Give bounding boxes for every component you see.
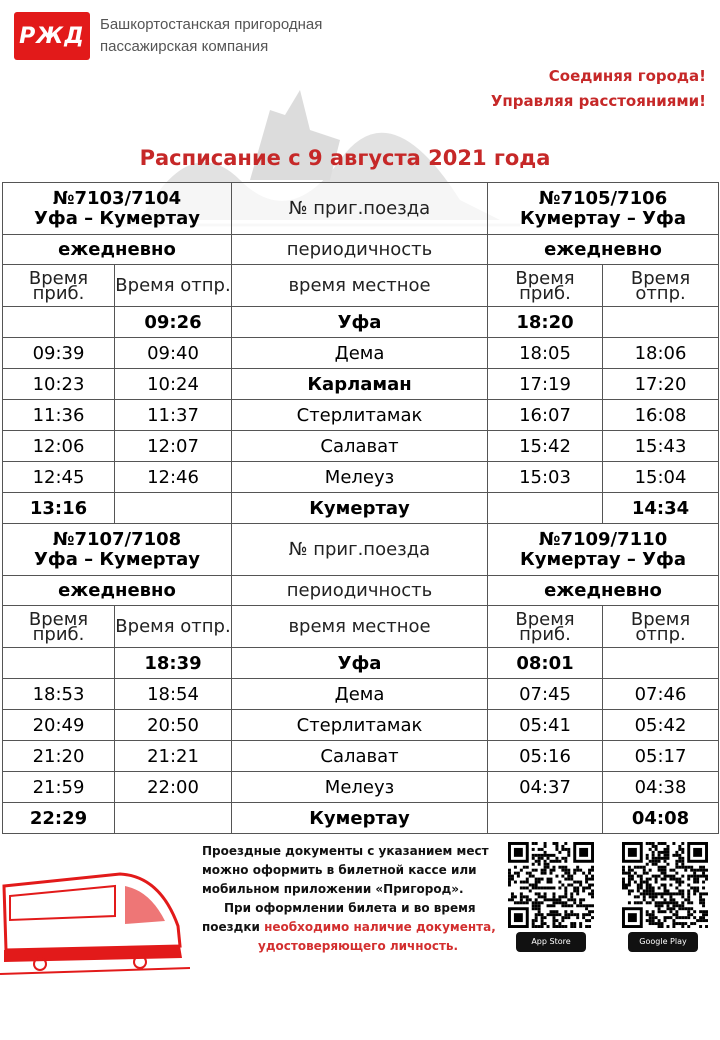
appstore-badge[interactable]: App Store (516, 932, 586, 952)
right-departure-time: 15:04 (603, 462, 719, 493)
right-departure-time: 04:38 (603, 772, 719, 803)
page-footer (0, 836, 720, 1040)
left-departure-time: 21:21 (115, 741, 232, 772)
station-name: Кумертау (232, 493, 488, 524)
info-line-1: Проездные документы с указанием мест (202, 844, 489, 858)
right-arrival-time: 05:41 (488, 710, 603, 741)
label-line-1: Время (630, 608, 691, 630)
right-arrival-label (488, 265, 603, 307)
left-train-number (3, 524, 232, 576)
right-arrival-time: 18:20 (488, 307, 603, 338)
right-arrival-time (488, 803, 603, 834)
label-line-1: Время (28, 608, 89, 630)
appstore-qr-code[interactable] (508, 842, 594, 928)
right-periodicity: ежедневно (488, 235, 719, 265)
station-name: Дема (232, 338, 488, 369)
left-periodicity: ежедневно (3, 576, 232, 606)
info-line-6: удостоверяющего личность. (258, 939, 459, 953)
table-row (3, 338, 719, 369)
right-arrival-time: 16:07 (488, 400, 603, 431)
label-line-1: №7109/7110 (538, 528, 668, 550)
label-line-1: №7103/7104 (52, 187, 182, 209)
left-arrival-label (3, 606, 115, 648)
label-line-2: приб. (519, 623, 571, 645)
right-arrival-time: 07:45 (488, 679, 603, 710)
left-departure-time: 20:50 (115, 710, 232, 741)
train-header-row (3, 183, 719, 235)
train-number-label: № приг.поезда (232, 183, 488, 235)
table-row (3, 772, 719, 803)
left-arrival-time: 21:20 (3, 741, 115, 772)
station-name: Салават (232, 741, 488, 772)
right-departure-time: 05:42 (603, 710, 719, 741)
train-illustration (0, 846, 190, 986)
station-name: Салават (232, 431, 488, 462)
left-arrival-time (3, 307, 115, 338)
table-row (3, 493, 719, 524)
train-header-row (3, 524, 719, 576)
right-departure-time: 14:34 (603, 493, 719, 524)
table-row (3, 307, 719, 338)
left-arrival-time: 09:39 (3, 338, 115, 369)
periodicity-row (3, 235, 719, 265)
station-name: Уфа (232, 307, 488, 338)
left-arrival-time: 21:59 (3, 772, 115, 803)
left-departure-time: 22:00 (115, 772, 232, 803)
left-departure-time (115, 493, 232, 524)
ticket-info (202, 842, 504, 956)
station-name: Дема (232, 679, 488, 710)
label-line-2: отпр. (635, 623, 686, 645)
right-departure-time (603, 307, 719, 338)
local-time-label: время местное (232, 606, 488, 648)
info-line-4: При оформлении билета и во время (224, 901, 476, 915)
station-name: Уфа (232, 648, 488, 679)
left-departure-time (115, 803, 232, 834)
page-header (0, 0, 720, 180)
station-name: Кумертау (232, 803, 488, 834)
right-departure-time: 07:46 (603, 679, 719, 710)
right-arrival-time: 04:37 (488, 772, 603, 803)
local-time-label: время местное (232, 265, 488, 307)
station-name: Карламан (232, 369, 488, 400)
right-departure-time: 18:06 (603, 338, 719, 369)
info-line-5 (202, 918, 504, 937)
label-line-2: приб. (519, 282, 571, 304)
label-line-1: №7105/7106 (538, 187, 668, 209)
time-labels-row (3, 606, 719, 648)
periodicity-label: периодичность (232, 235, 488, 265)
left-departure-time: 09:26 (115, 307, 232, 338)
label-line-1: Время (28, 267, 89, 289)
right-arrival-label (488, 606, 603, 648)
left-arrival-time: 12:06 (3, 431, 115, 462)
right-arrival-time: 05:16 (488, 741, 603, 772)
table-row (3, 431, 719, 462)
label-line-2: приб. (32, 623, 85, 645)
left-arrival-time (3, 648, 115, 679)
info-line-3: мобильном приложении «Пригород». (202, 882, 464, 896)
label-line-2: Кумертау – Уфа (520, 207, 687, 229)
label-line-2: приб. (32, 282, 85, 304)
right-departure-label (603, 606, 719, 648)
schedule-title: Расписание с 9 августа 2021 года (139, 146, 551, 170)
left-arrival-time: 20:49 (3, 710, 115, 741)
label-line-1: №7107/7108 (52, 528, 182, 550)
table-row (3, 803, 719, 834)
info-line-5-prefix: поездки (202, 920, 265, 934)
label-line-2: отпр. (635, 282, 686, 304)
label-line-2: Кумертау – Уфа (520, 548, 687, 570)
label-line-2: Уфа – Кумертау (34, 207, 200, 229)
slogan (491, 64, 706, 114)
left-departure-time: 09:40 (115, 338, 232, 369)
label-line-1: Время (630, 267, 691, 289)
periodicity-label: периодичность (232, 576, 488, 606)
right-departure-time: 15:43 (603, 431, 719, 462)
left-departure-time: 10:24 (115, 369, 232, 400)
right-departure-time (603, 648, 719, 679)
table-row (3, 741, 719, 772)
time-labels-row (3, 265, 719, 307)
left-arrival-time: 11:36 (3, 400, 115, 431)
table-row (3, 679, 719, 710)
info-line-5-red: необходимо наличие документа, (264, 920, 496, 934)
right-departure-time: 04:08 (603, 803, 719, 834)
table-row (3, 710, 719, 741)
logo-text: РЖД (19, 23, 85, 49)
right-arrival-time: 17:19 (488, 369, 603, 400)
label-line-1: Время (515, 608, 575, 630)
left-arrival-time: 18:53 (3, 679, 115, 710)
left-arrival-label (3, 265, 115, 307)
left-arrival-time: 12:45 (3, 462, 115, 493)
left-departure-time: 18:54 (115, 679, 232, 710)
left-arrival-time: 10:23 (3, 369, 115, 400)
table-row (3, 400, 719, 431)
table-row (3, 462, 719, 493)
right-arrival-time (488, 493, 603, 524)
station-name: Мелеуз (232, 462, 488, 493)
left-departure-time: 12:07 (115, 431, 232, 462)
info-line-2: можно оформить в билетной кассе или (202, 863, 477, 877)
rzd-logo (14, 12, 90, 60)
table-row (3, 369, 719, 400)
left-departure-time: 11:37 (115, 400, 232, 431)
left-departure-time: 12:46 (115, 462, 232, 493)
station-name: Мелеуз (232, 772, 488, 803)
station-name: Стерлитамак (232, 710, 488, 741)
right-departure-label (603, 265, 719, 307)
right-periodicity: ежедневно (488, 576, 719, 606)
left-periodicity: ежедневно (3, 235, 232, 265)
googleplay-badge[interactable]: Google Play (628, 932, 698, 952)
company-name (100, 14, 322, 58)
right-train-number (488, 183, 719, 235)
right-arrival-time: 08:01 (488, 648, 603, 679)
label-line-2: Уфа – Кумертау (34, 548, 200, 570)
left-arrival-time: 13:16 (3, 493, 115, 524)
right-arrival-time: 18:05 (488, 338, 603, 369)
right-departure-time: 17:20 (603, 369, 719, 400)
left-departure-label: Время отпр. (115, 265, 232, 307)
slogan-line-2: Управляя расстояниями! (490, 92, 706, 110)
left-departure-label: Время отпр. (115, 606, 232, 648)
train-number-label: № приг.поезда (232, 524, 488, 576)
right-departure-time: 16:08 (603, 400, 719, 431)
label-line-1: Время (515, 267, 575, 289)
left-departure-time: 18:39 (115, 648, 232, 679)
table-row (3, 648, 719, 679)
schedule-table (2, 182, 719, 834)
right-train-number (488, 524, 719, 576)
company-line-2: пассажирская компания (100, 38, 269, 55)
right-arrival-time: 15:03 (488, 462, 603, 493)
right-arrival-time: 15:42 (488, 431, 603, 462)
station-name: Стерлитамак (232, 400, 488, 431)
periodicity-row (3, 576, 719, 606)
slogan-line-1: Соединяя города! (548, 67, 706, 85)
right-departure-time: 05:17 (603, 741, 719, 772)
left-arrival-time: 22:29 (3, 803, 115, 834)
googleplay-qr-code[interactable] (622, 842, 708, 928)
company-line-1: Башкортостанская пригородная (100, 16, 323, 33)
left-train-number (3, 183, 232, 235)
